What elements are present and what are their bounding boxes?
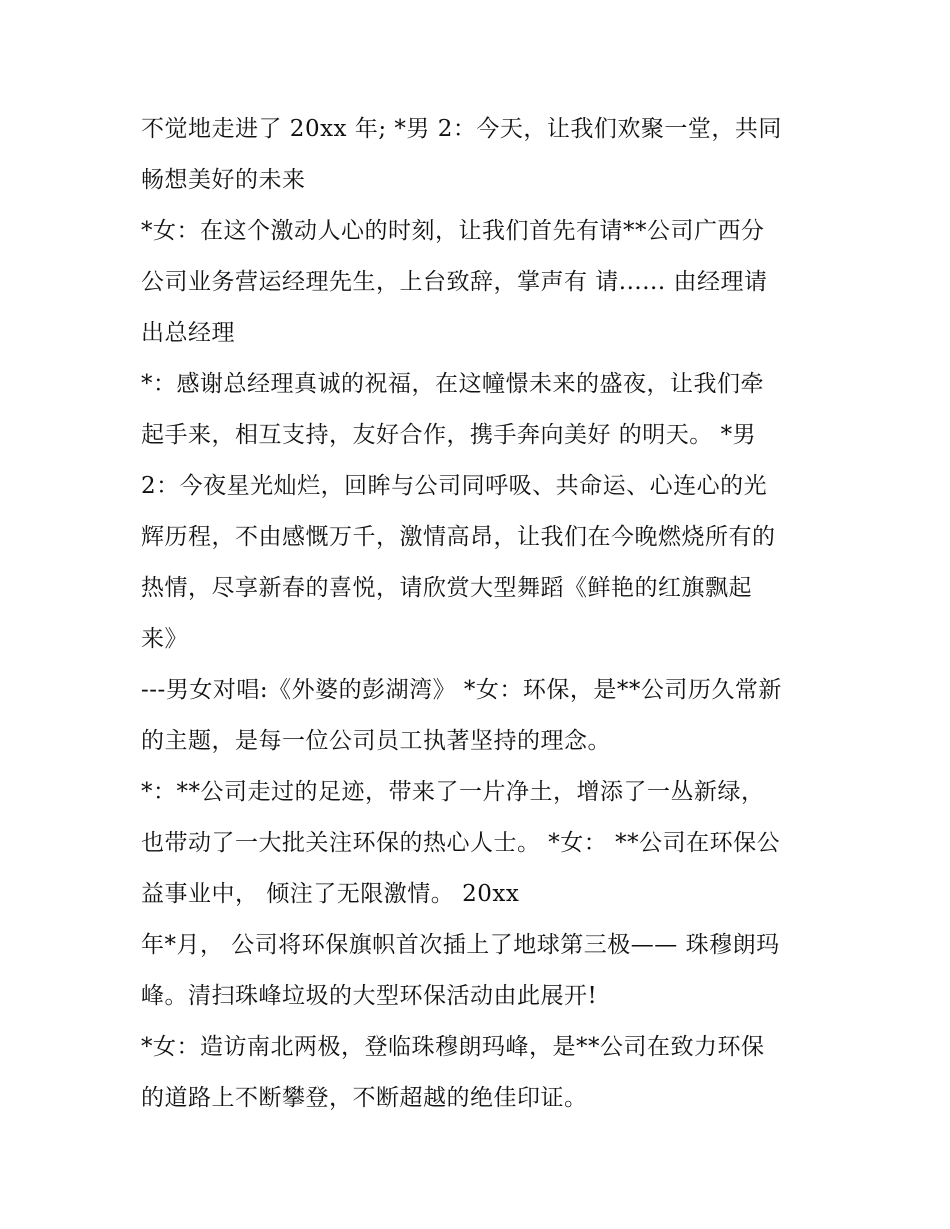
text-line: 年*月， 公司将环保旗帜首次插上了地球第三极—— 珠穆朗玛 xyxy=(141,932,780,958)
text-line: *女：造访南北两极，登临珠穆朗玛峰，是**公司在致力环保 xyxy=(141,1034,765,1060)
text-line: 辉历程，不由感慨万千，激情高昂，让我们在今晚燃烧所有的 xyxy=(141,524,776,550)
text-line: 也带动了一大批关注环保的热心人士。 *女： **公司在环保公 xyxy=(141,830,781,856)
text-line: 的主题，是每一位公司员工执著坚持的理念。 xyxy=(141,728,611,754)
text-line: 的道路上不断攀登，不断超越的绝佳印证。 xyxy=(141,1085,588,1111)
text-line: *女：在这个激动人心的时刻，让我们首先有请**公司广西分 xyxy=(141,218,765,244)
text-line: 畅想美好的未来 xyxy=(141,167,306,193)
document-body xyxy=(141,104,821,1124)
text-line: 起手来，相互支持，友好合作，携手奔向美好 的明天。 *男 xyxy=(141,422,757,448)
text-line: *：**公司走过的足迹，带来了一片净土，增添了一丛新绿， xyxy=(141,779,765,805)
text-line: 不觉地走进了 20xx 年; *男 2：今天，让我们欢聚一堂，共同 xyxy=(141,116,782,142)
text-line: *：感谢总经理真诚的祝福，在这幢憬未来的盛夜，让我们牵 xyxy=(141,371,764,397)
text-line: 出总经理 xyxy=(141,320,235,346)
text-line: 2：今夜星光灿烂，回眸与公司同呼吸、共命运、心连心的光 xyxy=(141,473,768,499)
text-line: ---男女对唱:《外婆的彭湖湾》 *女：环保，是**公司历久常新 xyxy=(141,677,782,703)
text-line: 热情，尽享新春的喜悦，请欣赏大型舞蹈《鲜艳的红旗飘起 xyxy=(141,575,752,601)
text-line: 峰。清扫珠峰垃圾的大型环保活动由此展开! xyxy=(141,983,598,1009)
text-line: 益事业中， 倾注了无限激情。 20xx xyxy=(141,881,520,907)
text-line: 来》 xyxy=(141,626,188,652)
text-line: 公司业务营运经理先生，上台致辞，掌声有 请...... 由经理请 xyxy=(141,269,768,295)
